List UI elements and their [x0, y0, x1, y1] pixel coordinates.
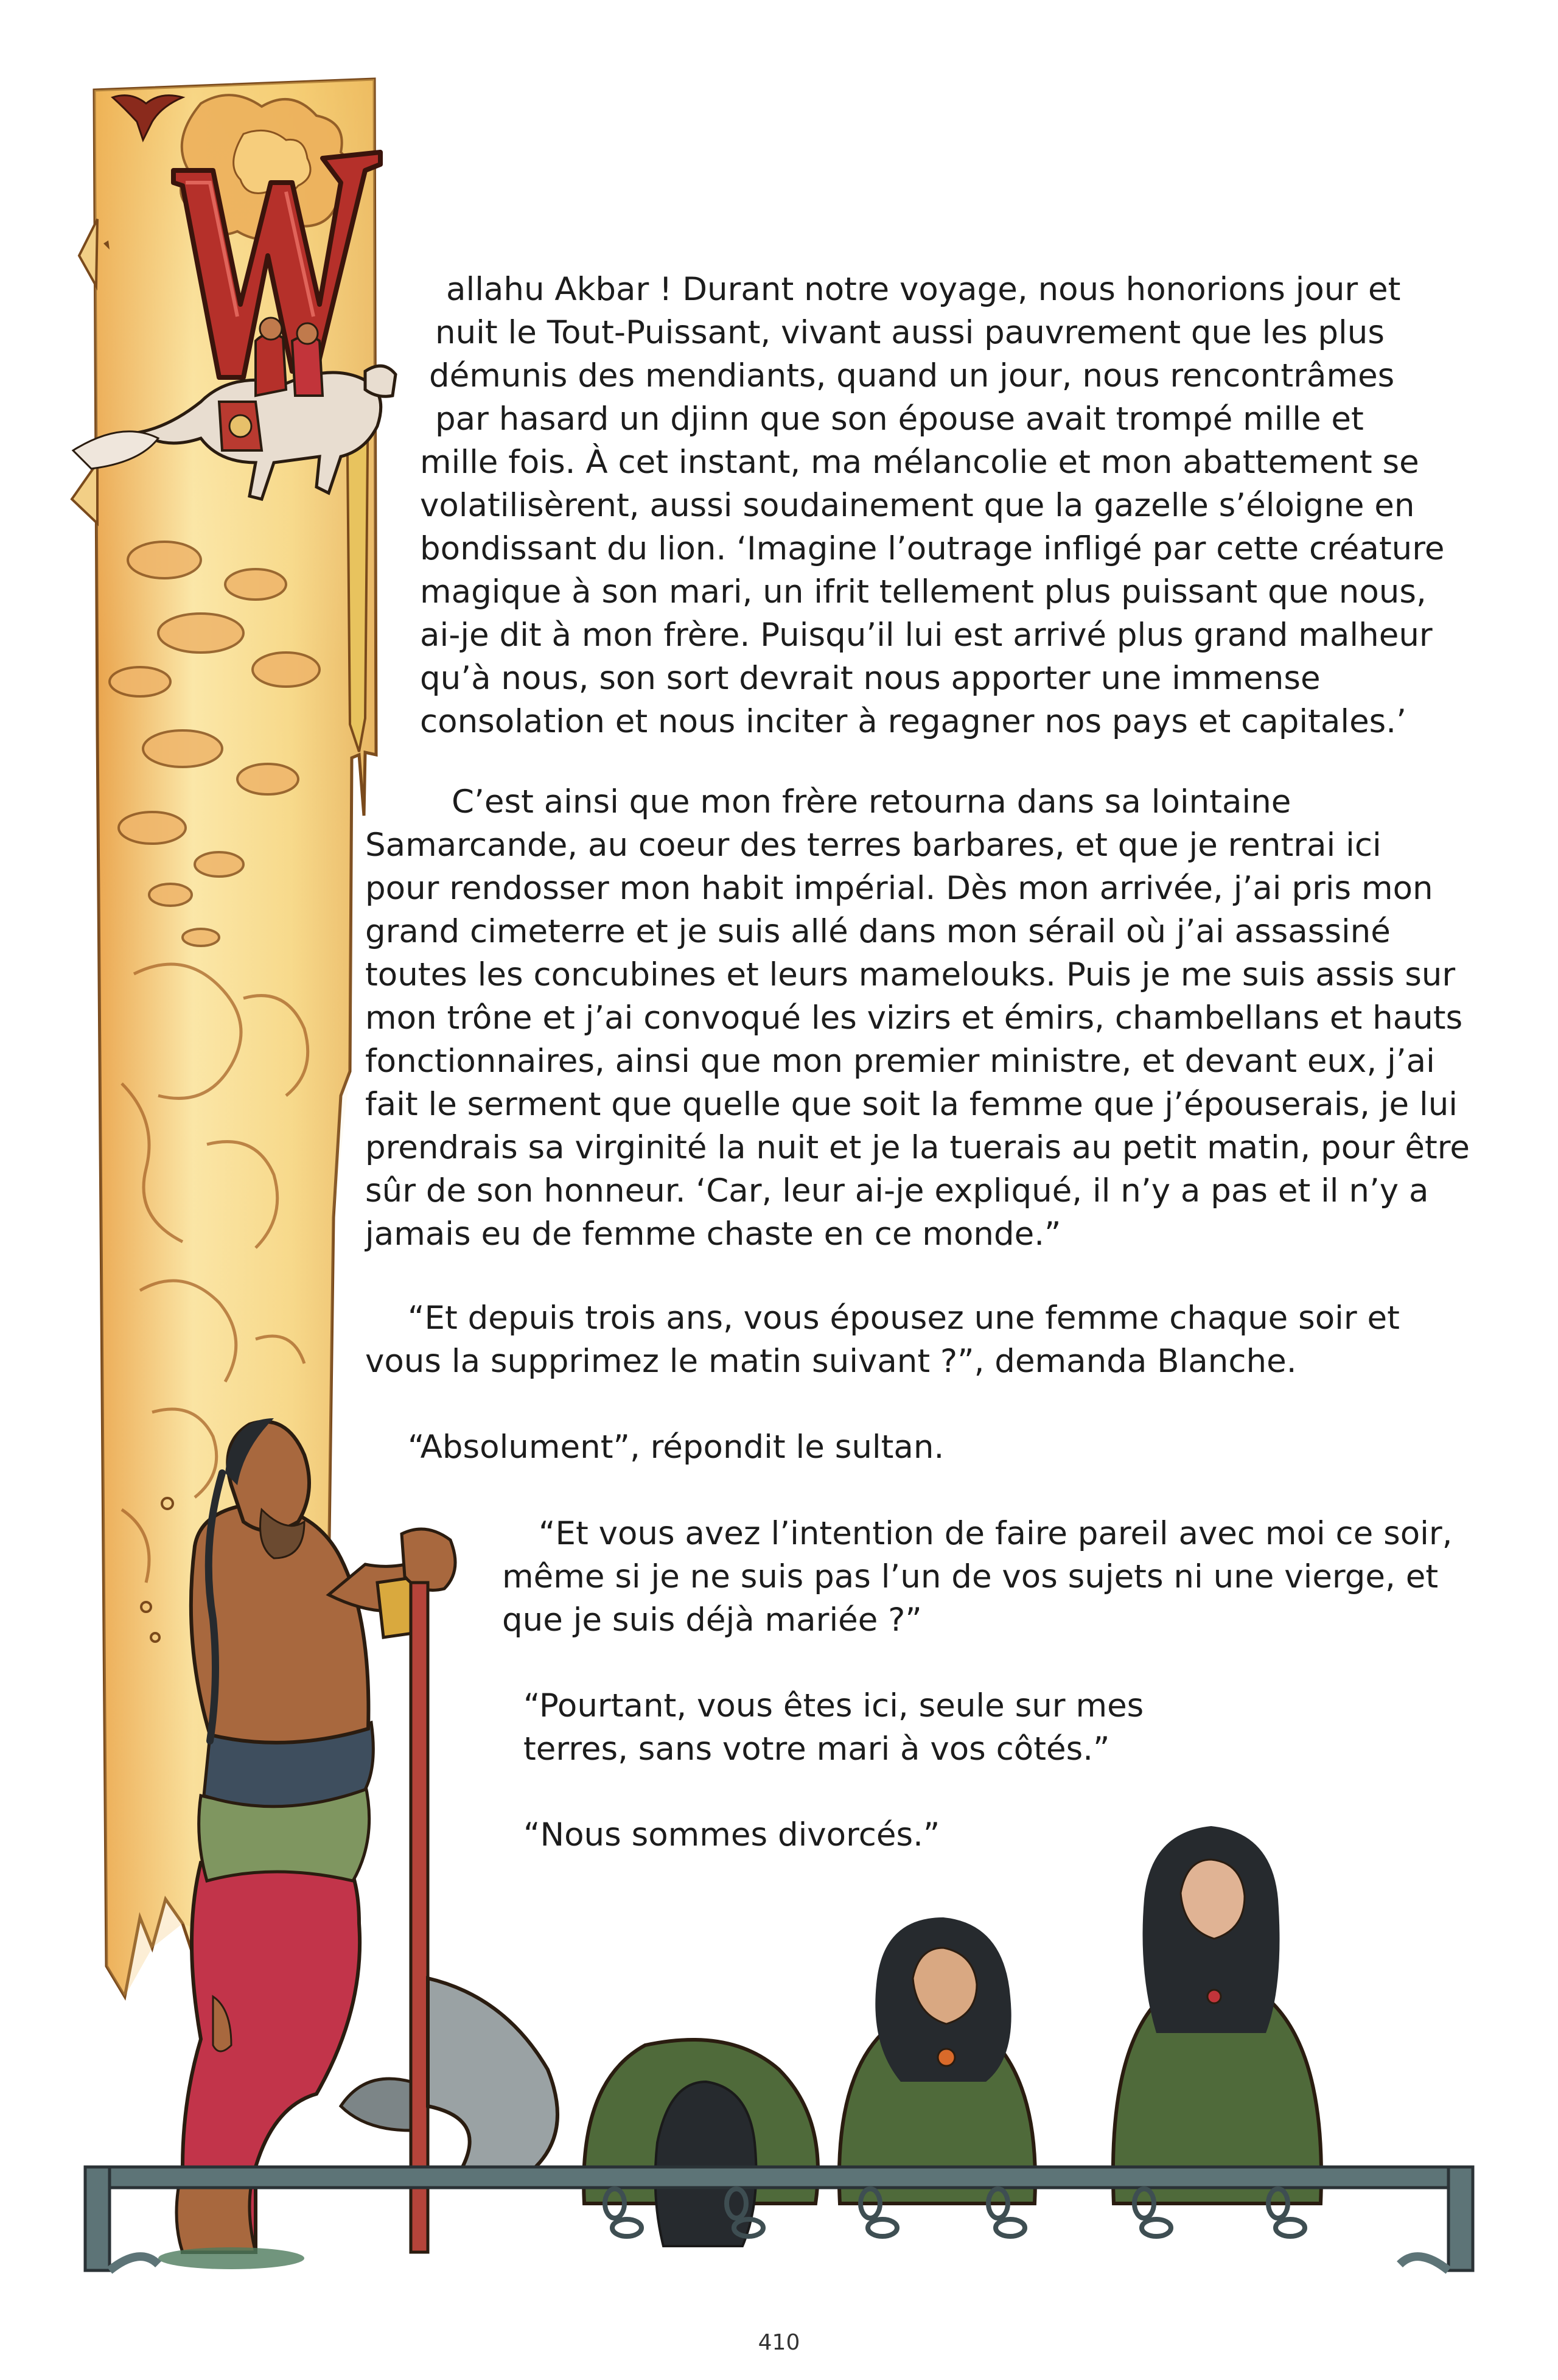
- paragraph-line: bondissant du lion. ‘Imagine l’outrage infligé par cette créature: [420, 530, 1445, 567]
- paragraph-line: terres, sans votre mari à vos côtés.”: [523, 1731, 1110, 1768]
- paragraph-line: “Absolument”, répondit le sultan.: [408, 1429, 945, 1466]
- paragraph-line: ai-je dit à mon frère. Puisqu’il lui est arrivé plus grand malheur: [420, 617, 1433, 654]
- paragraph-line: qu’à nous, son sort devrait nous apporter une immense: [420, 660, 1321, 697]
- paragraph-line: démunis des mendiants, quand un jour, nous rencontrâmes: [429, 357, 1395, 394]
- paragraph-line: même si je ne suis pas l’un de vos sujets ni une vierge, et: [502, 1558, 1439, 1595]
- paragraph-1-line-1: allahu Akbar ! Durant notre voyage, nous honorions jour et: [446, 271, 1401, 308]
- paragraph-line: vous la supprimez le matin suivant ?”, demanda Blanche.: [365, 1343, 1297, 1380]
- paragraph-line: toutes les concubines et leurs mamelouks. Puis je me suis assis sur: [365, 956, 1456, 993]
- executioner-figure: [158, 1418, 557, 2269]
- paragraph-line: mille fois. À cet instant, ma mélancolie et mon abattement se: [420, 444, 1419, 481]
- paragraph-6: [523, 1684, 1144, 1771]
- paragraph-line: jamais eu de femme chaste en ce monde.”: [365, 1216, 1061, 1253]
- paragraph-line: consolation et nous inciter à regagner nos pays et capitales.’: [420, 703, 1406, 740]
- paragraph-line: nuit le Tout-Puissant, vivant aussi pauvrement que les plus: [435, 314, 1385, 351]
- paragraph-5: [502, 1512, 1453, 1642]
- paragraph-line: fonctionnaires, ainsi que mon premier ministre, et devant eux, j’ai: [365, 1043, 1435, 1080]
- paragraph-line: “Et vous avez l’intention de faire pareil avec moi ce soir,: [539, 1515, 1453, 1552]
- paragraph-line: grand cimeterre et je suis allé dans mon sérail où j’ai assassiné: [365, 913, 1391, 950]
- paragraph-line: mon trône et j’ai convoqué les vizirs et émirs, chambellans et hauts: [365, 999, 1463, 1037]
- paragraph-line: par hasard un djinn que son épouse avait trompé mille et: [435, 401, 1364, 438]
- paragraph-4: [408, 1426, 944, 1469]
- paragraph-line: “Et depuis trois ans, vous épousez une femme chaque soir et: [408, 1300, 1400, 1337]
- paragraph-line: prendrais sa virginité la nuit et je la tuerais au petit matin, pour être: [365, 1129, 1470, 1166]
- page-number: 410: [758, 2330, 800, 2355]
- paragraph-line: Samarcande, au coeur des terres barbares, et que je rentrai ici: [365, 827, 1382, 864]
- paragraph-line: magique à son mari, un ifrit tellement plus puissant que nous,: [420, 573, 1427, 611]
- paragraph-7: [523, 1813, 940, 1857]
- paragraph-3: [365, 1297, 1400, 1383]
- paragraph-1: [420, 311, 1444, 743]
- paragraph-line: C’est ainsi que mon frère retourna dans sa lointaine: [452, 783, 1291, 821]
- paragraph-line: “Pourtant, vous êtes ici, seule sur mes: [523, 1687, 1144, 1724]
- paragraph-line: fait le serment que quelle que soit la femme que j’épouserais, je lui: [365, 1086, 1458, 1123]
- paragraph-line: volatilisèrent, aussi soudainement que la gazelle s’éloigne en: [420, 487, 1415, 524]
- paragraph-line: sûr de son honneur. ‘Car, leur ai-je expliqué, il n’y a pas et il n’y a: [365, 1172, 1429, 1209]
- drop-cap-text: W: [0, 0, 1, 1]
- paragraph-line: que je suis déjà mariée ?”: [502, 1601, 922, 1639]
- paragraph-line: pour rendosser mon habit impérial. Dès mon arrivée, j’ai pris mon: [365, 870, 1433, 907]
- paragraph-2: [365, 780, 1470, 1256]
- paragraph-line: “Nous sommes divorcés.”: [523, 1816, 940, 1853]
